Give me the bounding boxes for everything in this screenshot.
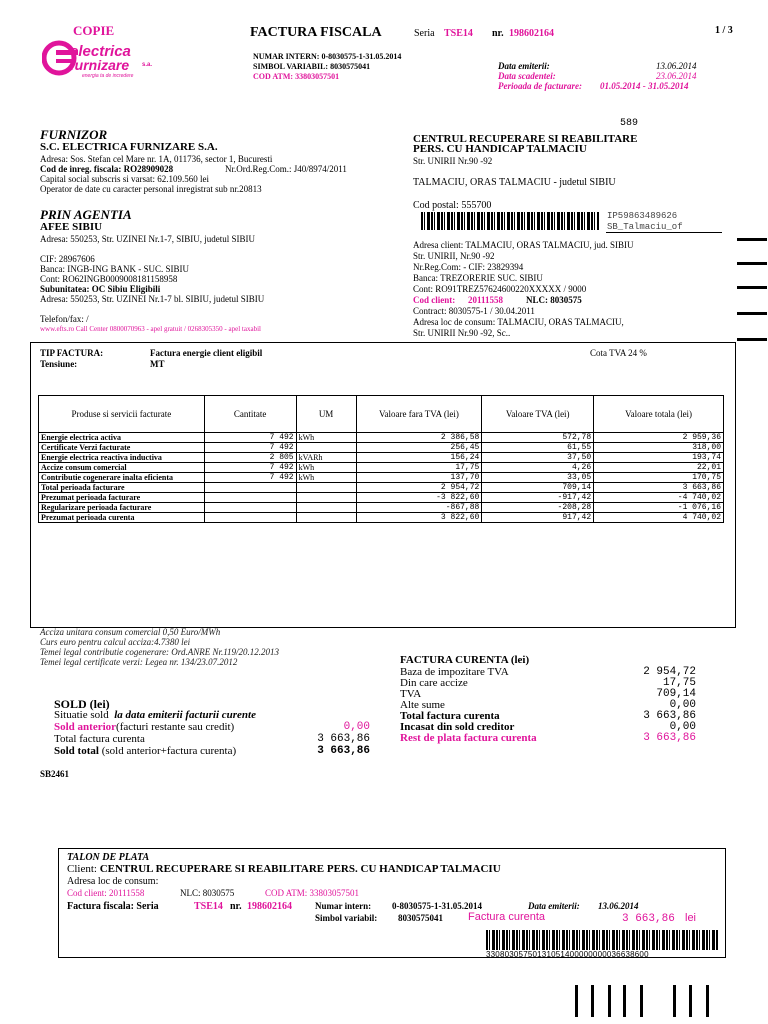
sb-code: SB2461 [40,769,70,779]
table-cell: 7 492 [204,443,296,453]
talon-cod-atm: COD ATM: 33803057501 [265,888,360,898]
table-cell: 7 492 [204,463,296,473]
table-cell: kWh [296,433,356,443]
scan-mark [608,985,611,1017]
table-cell: -3 822,60 [356,493,482,503]
tip-factura-value: Factura energie client eligibil [150,348,263,358]
scan-mark [591,985,594,1017]
table-cell: -4 740,02 [594,493,724,503]
table-cell: Regularizare perioada facturare [39,503,205,513]
client-name-1: CENTRUL RECUPERARE SI REABILITARE [413,133,638,145]
talon-client-label: Client: [67,863,97,875]
data-scadentei: 23.06.2014 [656,71,697,81]
edge-mark [737,262,767,265]
scan-mark [575,985,578,1017]
talon-heading: TALON DE PLATA [67,852,150,863]
table-cell: kVARh [296,453,356,463]
agentia-cif: CIF: 28967606 [40,254,95,264]
scan-mark [706,985,709,1017]
adresa-client-2: Str. UNIRII, Nr.90 -92 [413,251,495,261]
sold-total-value: 3 663,86 [317,745,370,757]
table-cell: 917,42 [482,513,594,523]
talon-lei: lei [685,912,697,924]
summary-label: Total factura curenta [400,710,500,722]
summary-label: Incasat din sold creditor [400,721,515,733]
telefon-fax: Telefon/fax: / [40,314,89,324]
client-street: Str. UNIRII Nr.90 -92 [413,156,493,166]
talon-numar-intern: 0-8030575-1-31.05.2014 [392,901,482,911]
table-cell: 170,75 [594,473,724,483]
table-cell: 709,14 [482,483,594,493]
table-cell [296,443,356,453]
table-cell: kWh [296,463,356,473]
table-cell: kWh [296,473,356,483]
table-cell: Energie electrica reactiva inductiva [39,453,205,463]
column-header: Valoare TVA (lei) [482,396,594,433]
factura-curenta-heading: FACTURA CURENTA (lei) [400,654,530,666]
table-cell [204,493,296,503]
logo-tagline: energia ta de incredere [82,73,134,79]
summary-label: Alte sume [400,699,445,711]
talon-nr-label: nr. [230,901,242,912]
agentia-heading: PRIN AGENTIA [40,207,132,222]
table-row [39,493,724,503]
summary-value: 3 663,86 [643,710,696,722]
copie-label: COPIE [73,23,115,38]
items-table [38,395,724,523]
table-cell: 4 740,02 [594,513,724,523]
summary-value: 0,00 [669,721,696,733]
logo-line2: furnizare [70,57,130,73]
nr-label: nr. [492,28,504,39]
client-banca: Banca: TREZORERIE SUC. SIBIU [413,273,543,283]
talon-data-label: Data emiterii: [528,901,580,911]
invoice-title: FACTURA FISCALA [250,25,382,40]
table-cell: 7 492 [204,473,296,483]
table-cell [204,513,296,523]
subunitatea-adresa: Adresa: 550253, Str. UZINEI Nr.1-7 bl. SIBIU, judetul SIBIU [40,294,265,304]
table-cell: 7 492 [204,433,296,443]
talon-simbol: 8030575041 [398,913,443,923]
summary-value: 3 663,86 [643,732,696,744]
summary-value: 2 954,72 [643,666,696,678]
talon-barcode [486,930,718,950]
talon-data: 13.06.2014 [598,901,639,911]
table-cell: 156,24 [356,453,482,463]
agentia-name: AFEE SIBIU [40,221,103,233]
table-cell: 572,78 [482,433,594,443]
table-cell: 193,74 [594,453,724,463]
scan-mark [640,985,643,1017]
sold-anterior-desc: (facturi restante sau credit) [116,721,235,733]
summary-label: TVA [400,688,422,700]
loc-consum-2: Str. UNIRII Nr.90 -92, Sc.. [413,328,511,338]
table-row [39,473,724,483]
table-row [39,513,724,523]
divider [606,232,722,233]
client-cod-postal: Cod postal: 555700 [413,200,492,211]
table-cell: Contributie cogenerare inalta eficienta [39,473,205,483]
table-cell: -917,42 [482,493,594,503]
table-row [39,483,724,493]
table-cell [296,503,356,513]
scan-mark [673,985,676,1017]
table-cell [296,493,356,503]
edge-mark [737,286,767,289]
nr-value: 198602164 [509,28,554,39]
seria-value: TSE14 [444,28,473,39]
client-contract: Contract: 8030575-1 / 30.04.2011 [413,306,535,316]
table-row [39,433,724,443]
client-name-2: PERS. CU HANDICAP TALMACIU [413,143,587,155]
table-cell: 2 805 [204,453,296,463]
table-cell: 318,00 [594,443,724,453]
furnizor-name: S.C. ELECTRICA FURNIZARE S.A. [40,141,218,153]
numar-intern: NUMAR INTERN: 0-8030575-1-31.05.2014 [253,52,402,61]
column-header: UM [296,396,356,433]
furnizor-capital: Capital social subscris si varsat: 62.109.560 lei [40,174,209,184]
table-cell [204,503,296,513]
sold-situatie-em: la data emiterii facturii curente [114,709,256,721]
talon-barcode-number: 33080305750131051400000000036638600 [486,950,649,959]
furnizor-cod-inreg: Cod de inreg. fiscala: RO28909028 [40,164,174,174]
summary-value: 709,14 [656,688,696,700]
sold-situatie-label: Situatie sold [54,709,109,721]
talon-simbol-label: Simbol variabil: [315,913,378,923]
barcode-text-2: SB_Talmaciu_of [607,222,683,232]
client-cont: Cont: RO91TREZ57624600220XXXXX / 9000 [413,284,587,294]
tensiune-label: Tensiune: [40,359,78,369]
table-cell: 256,45 [356,443,482,453]
table-row [39,463,724,473]
tensiune-value: MT [150,359,165,369]
sold-anterior [54,721,234,733]
loc-consum: Adresa loc de consum: TALMACIU, ORAS TALMACIU, [413,317,624,327]
note-line: Curs euro pentru calcul acciza:4.7380 lei [40,637,191,647]
table-cell: 3 663,86 [594,483,724,493]
total-factura-label: Total factura curenta [54,733,145,745]
table-cell: 33,05 [482,473,594,483]
simbol-variabil: SIMBOL VARIABIL: 8030575041 [253,62,371,71]
summary-label: Baza de impozitare TVA [400,666,509,678]
table-cell: 2 959,36 [594,433,724,443]
note-line: Temei legal contributie cogenerare: Ord.ANRE Nr.119/20.12.2013 [40,647,280,657]
table-cell: Accize consum comercial [39,463,205,473]
table-cell: 4,26 [482,463,594,473]
talon-factura-curenta-value: 3 663,86 [622,913,675,925]
table-row [39,453,724,463]
table-row [39,443,724,453]
agentia-banca: Banca: INGB-ING BANK - SUC. SIBIU [40,264,189,274]
sold-total [54,745,236,757]
talon-nlc: NLC: 8030575 [180,888,235,898]
edge-mark [737,338,767,341]
table-cell: -1 076,16 [594,503,724,513]
adresa-client: Adresa client: TALMACIU, ORAS TALMACIU, jud. SIBIU [413,240,634,250]
column-header: Valoare totala (lei) [594,396,724,433]
cod-client-value: 20111558 [468,295,504,305]
table-cell: 2 386,58 [356,433,482,443]
sold-total-desc: (sold anterior+factura curenta) [101,745,237,757]
talon-numar-intern-label: Numar intern: [315,901,372,911]
talon-cod-client: Cod client: 20111558 [67,888,145,898]
table-row [39,503,724,513]
talon-loc-consum: Adresa loc de consum: [67,876,159,887]
sold-situatie [54,709,256,721]
client-nlc: NLC: 8030575 [526,295,582,305]
furnizor-operator: Operator de date cu caracter personal inregistrat sub nr.20813 [40,184,262,194]
sold-heading: SOLD (lei) [54,697,110,711]
column-header: Cantitate [204,396,296,433]
scan-mark [623,985,626,1017]
cod-atm: COD ATM: 33803057501 [253,72,340,81]
total-factura-value: 3 663,86 [317,733,370,745]
logo-line1: electrica [70,43,131,60]
client-ref: 589 [620,118,639,129]
table-cell: 137,70 [356,473,482,483]
note-line: Acciza unitara consum comercial 0,50 Euro/MWh [40,627,221,637]
seria-label: Seria [414,28,435,39]
data-scadentei-label: Data scadentei: [498,71,556,81]
table-cell [204,483,296,493]
table-cell: 61,55 [482,443,594,453]
column-header: Produse si servicii facturate [39,396,205,433]
talon-client [67,863,501,875]
talon-nr: 198602164 [247,901,292,912]
data-emiterii: 13.06.2014 [656,61,697,71]
table-cell: 3 822,60 [356,513,482,523]
summary-value: 17,75 [662,677,696,689]
scan-mark [689,985,692,1017]
sold-total-label: Sold total [54,745,99,757]
summary-value: 0,00 [669,699,696,711]
table-cell [296,513,356,523]
legal-notes [40,627,279,667]
table-cell: 2 954,72 [356,483,482,493]
table-cell: Energie electrica activa [39,433,205,443]
logo-suffix: s.a. [142,62,153,68]
barcode-text-1: IP59863489626 [607,211,678,221]
furnizor-adresa: Adresa: Sos. Stefan cel Mare nr. 1A, 011736, sector 1, Bucuresti [40,154,273,164]
table-header-row [39,396,724,433]
summary-label: Rest de plata factura curenta [400,732,537,744]
talon-factura-curenta-label: Factura curenta [468,911,546,923]
talon-seria: TSE14 [194,901,223,912]
page-number: 1 / 3 [715,25,733,36]
agentia-adresa: Adresa: 550253, Str. UZINEI Nr.1-7, SIBIU, judetul SIBIU [40,234,255,244]
data-emiterii-label: Data emiterii: [498,61,550,71]
table-cell: Prezumat perioada curenta [39,513,205,523]
client-barcode [421,212,599,230]
web-callcenter: www.efts.ro Call Center 0800070963 - apel gratuit / 0268305350 - apel taxabil [40,325,261,333]
table-cell: -867,88 [356,503,482,513]
edge-mark [737,312,767,315]
tip-factura-label: TIP FACTURA: [40,348,104,358]
table-cell: 22,01 [594,463,724,473]
perioada-label: Perioada de facturare: [498,81,582,91]
column-header: Valoare fara TVA (lei) [356,396,482,433]
perioada-value: 01.05.2014 - 31.05.2014 [600,81,689,91]
furnizor-heading: FURNIZOR [40,127,108,142]
table-cell: 17,75 [356,463,482,473]
client-city: TALMACIU, ORAS TALMACIU - judetul SIBIU [413,177,616,188]
table-cell: Total perioada facturare [39,483,205,493]
furnizor-nr-ord: Nr.Ord.Reg.Com.: J40/8974/2011 [225,164,347,174]
edge-mark [737,238,767,241]
table-cell [296,483,356,493]
subunitatea: Subunitatea: OC Sibiu Eligibili [40,284,161,294]
client-nr-reg: Nr.Reg.Com: - CIF: 23829394 [413,262,524,272]
cota-tva: Cota TVA 24 % [590,348,647,358]
company-logo [42,40,162,80]
agentia-cont: Cont: RO62INGB0009008181158958 [40,274,178,284]
table-cell: 37,50 [482,453,594,463]
note-line: Temei legal certificate verzi: Legea nr. 134/23.07.2012 [40,657,238,667]
table-cell: -208,28 [482,503,594,513]
table-cell: Prezumat perioada facturare [39,493,205,503]
summary-label: Din care accize [400,677,468,689]
talon-factura-label: Factura fiscala: Seria [67,901,159,912]
sold-anterior-value: 0,00 [343,721,370,733]
sold-anterior-label: Sold anterior [54,721,117,733]
table-cell: Certificate Verzi facturate [39,443,205,453]
cod-client-label: Cod client: [413,295,456,305]
talon-client-name: CENTRUL RECUPERARE SI REABILITARE PERS. CU HANDICAP TALMACIU [99,863,501,875]
